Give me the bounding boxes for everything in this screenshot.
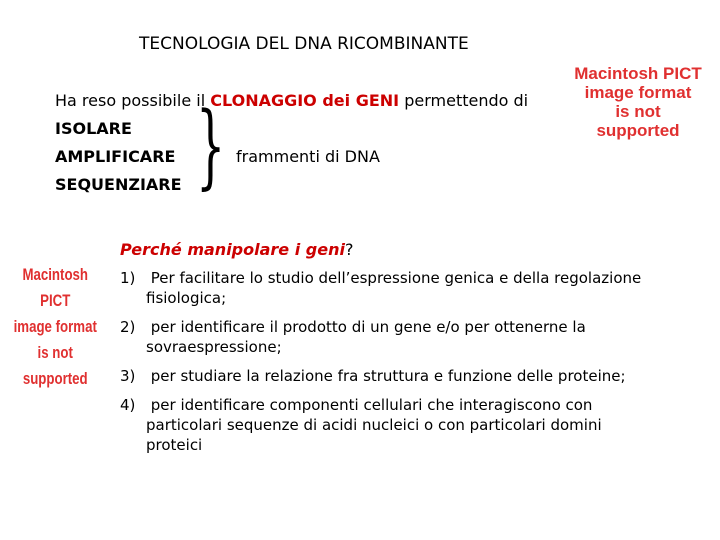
intro-after: permettendo di bbox=[399, 91, 529, 110]
item-text: Per facilitare lo studio dell’espressione genica e della regolazione fisiologica; bbox=[146, 269, 642, 307]
intro-before: Ha reso possibile il bbox=[55, 91, 211, 110]
item-number: 4) bbox=[120, 396, 136, 414]
list-item bbox=[120, 366, 650, 386]
list-item bbox=[120, 317, 650, 357]
list-item bbox=[120, 268, 650, 308]
pict-line: Macintosh PICT bbox=[22, 265, 89, 310]
verb-sequenziare: SEQUENZIARE bbox=[55, 175, 182, 194]
pict-placeholder-top bbox=[573, 64, 703, 140]
question-heading bbox=[120, 240, 353, 259]
item-text: per studiare la relazione fra struttura e funzione delle proteine; bbox=[150, 367, 626, 385]
item-number: 3) bbox=[120, 367, 136, 385]
curly-brace: } bbox=[196, 92, 226, 199]
intro-line bbox=[55, 91, 528, 110]
question-text: Perché manipolare i geni bbox=[120, 240, 345, 259]
pict-line: is not supported bbox=[22, 343, 88, 388]
item-text: per identificare componenti cellulari che interagiscono con particolari sequenze di acidi nucleici o con particolari domini proteici bbox=[146, 396, 602, 454]
list-item bbox=[120, 395, 650, 455]
pict-line: image format bbox=[584, 83, 692, 102]
page-title: TECNOLOGIA DEL DNA RICOMBINANTE bbox=[139, 34, 469, 54]
pict-line: Macintosh PICT bbox=[574, 64, 702, 83]
pict-line: is not supported bbox=[596, 102, 680, 140]
intro-highlight: CLONAGGIO dei GENI bbox=[210, 91, 400, 110]
item-number: 2) bbox=[120, 318, 136, 336]
pict-placeholder-left bbox=[10, 262, 100, 392]
question-mark: ? bbox=[344, 240, 354, 259]
fragments-label: frammenti di DNA bbox=[236, 147, 380, 166]
item-number: 1) bbox=[120, 269, 136, 287]
item-text: per identificare il prodotto di un gene e/o per ottenerne la sovraespressione; bbox=[146, 318, 586, 356]
verb-isolare: ISOLARE bbox=[55, 119, 132, 138]
pict-line: image format bbox=[13, 317, 97, 336]
verb-amplificare: AMPLIFICARE bbox=[55, 147, 176, 166]
reasons-list bbox=[120, 268, 650, 464]
